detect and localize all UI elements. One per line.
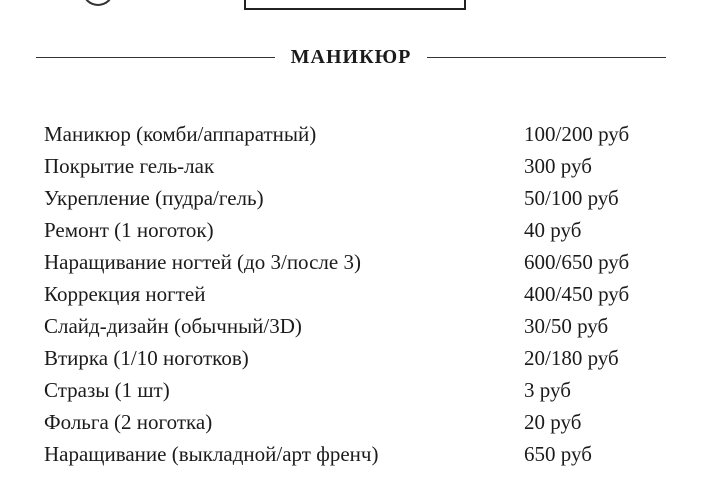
service-price: 600/650 руб [524,250,630,274]
service-price: 300 руб [524,154,592,178]
service-price: 100/200 руб [524,122,630,146]
service-name: Втирка (1/10 ноготков) [44,346,249,370]
price-list [44,118,684,470]
divider-right [427,57,666,58]
service-name: Маникюр (комби/аппаратный) [44,122,317,146]
service-price: 400/450 руб [524,282,630,306]
service-price: 50/100 руб [524,186,619,210]
section-title: МАНИКЮР [290,45,412,68]
service-price: 3 руб [524,378,571,402]
service-name: Наращивание ногтей (до 3/после 3) [44,250,361,274]
logo-icon [82,0,114,6]
price-row [44,150,684,182]
service-name: Ремонт (1 ноготок) [44,218,214,242]
price-row [44,246,684,278]
price-row [44,342,684,374]
price-row [44,374,684,406]
price-row [44,278,684,310]
service-name: Покрытие гель-лак [44,154,215,178]
header-badge [244,0,466,10]
service-name: Стразы (1 шт) [44,378,170,402]
service-name: Слайд-дизайн (обычный/3D) [44,314,302,338]
price-row [44,118,684,150]
service-name: Фольга (2 ноготка) [44,410,213,434]
service-name: Наращивание (выкладной/арт френч) [44,442,379,466]
service-name: Укрепление (пудра/гель) [44,186,264,210]
service-name: Коррекция ногтей [44,282,206,306]
service-price: 20 руб [524,410,582,434]
service-price: 30/50 руб [524,314,609,338]
price-row [44,438,684,470]
price-row [44,406,684,438]
price-row [44,214,684,246]
price-row [44,182,684,214]
service-price: 20/180 руб [524,346,619,370]
divider-left [36,57,275,58]
service-price: 650 руб [524,442,592,466]
section-header [36,42,666,72]
price-row [44,310,684,342]
service-price: 40 руб [524,218,582,242]
